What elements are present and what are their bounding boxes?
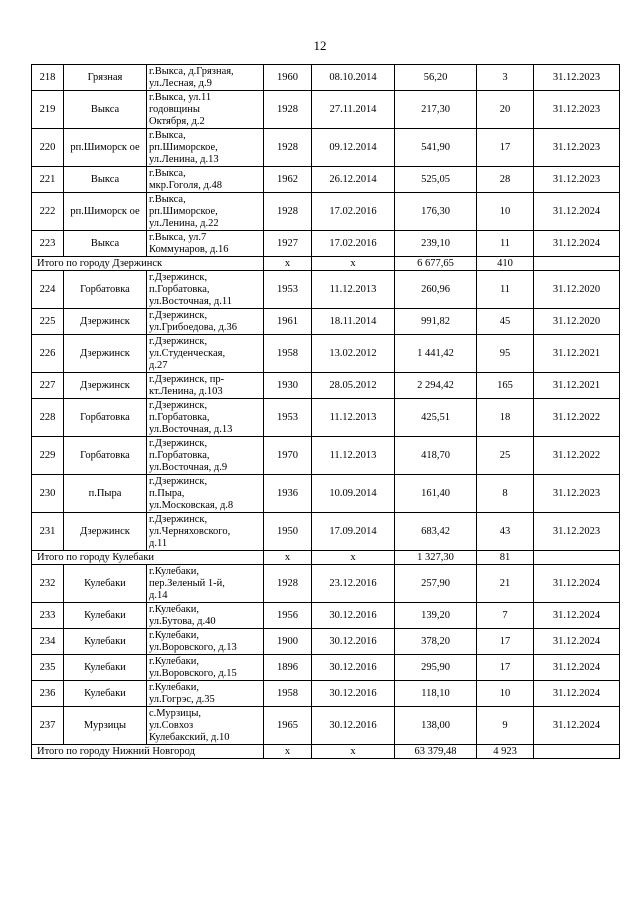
settlement-name: Выкса	[64, 91, 147, 129]
build-year: 1930	[264, 373, 312, 399]
recognition-date: 26.12.2014	[312, 167, 395, 193]
address: г.Дзержинск, п.Горбатовка, ул.Восточная, д.13	[147, 399, 264, 437]
deadline-date: 31.12.2021	[534, 335, 620, 373]
address: г.Выкса, ул.11 годовщины Октября, д.2	[147, 91, 264, 129]
area-value: 418,70	[395, 437, 477, 475]
build-year: 1900	[264, 629, 312, 655]
resident-count: 43	[477, 513, 534, 551]
area-value: 525,05	[395, 167, 477, 193]
table-row	[32, 629, 620, 655]
recognition-date: 17.02.2016	[312, 231, 395, 257]
deadline-date: 31.12.2024	[534, 707, 620, 745]
area-value: 1 441,42	[395, 335, 477, 373]
table-row	[32, 373, 620, 399]
area-value: 161,40	[395, 475, 477, 513]
table-row	[32, 399, 620, 437]
build-year: 1965	[264, 707, 312, 745]
recognition-date: 30.12.2016	[312, 707, 395, 745]
deadline-date: 31.12.2024	[534, 603, 620, 629]
area-value: 139,20	[395, 603, 477, 629]
deadline-date: 31.12.2024	[534, 193, 620, 231]
deadline-date: 31.12.2023	[534, 513, 620, 551]
table-row	[32, 513, 620, 551]
address: г.Дзержинск, п.Пыра, ул.Московская, д.8	[147, 475, 264, 513]
deadline-date: 31.12.2023	[534, 167, 620, 193]
address: г.Кулебаки, ул.Бутова, д.40	[147, 603, 264, 629]
row-number: 235	[32, 655, 64, 681]
resident-count: 11	[477, 231, 534, 257]
resident-count: 95	[477, 335, 534, 373]
table-row	[32, 475, 620, 513]
build-year: 1896	[264, 655, 312, 681]
build-year: 1928	[264, 129, 312, 167]
row-number: 225	[32, 309, 64, 335]
resident-count: 17	[477, 129, 534, 167]
deadline-date: 31.12.2023	[534, 65, 620, 91]
settlement-name: Дзержинск	[64, 335, 147, 373]
area-value: 541,90	[395, 129, 477, 167]
area-value: 138,00	[395, 707, 477, 745]
area-value: 260,96	[395, 271, 477, 309]
address: г.Кулебаки, ул.Воровского, д.15	[147, 655, 264, 681]
table-row	[32, 167, 620, 193]
recognition-date: 30.12.2016	[312, 681, 395, 707]
address: г.Дзержинск, пр- кт.Ленина, д.103	[147, 373, 264, 399]
area-value: 118,10	[395, 681, 477, 707]
total-year: х	[264, 745, 312, 759]
total-row	[32, 551, 620, 565]
settlement-name: Кулебаки	[64, 565, 147, 603]
address: г.Кулебаки, ул.Гогрэс, д.35	[147, 681, 264, 707]
address: г.Дзержинск, п.Горбатовка, ул.Восточная, д.9	[147, 437, 264, 475]
total-date: х	[312, 745, 395, 759]
resident-count: 20	[477, 91, 534, 129]
table-row	[32, 603, 620, 629]
table-row	[32, 655, 620, 681]
resident-count: 8	[477, 475, 534, 513]
area-value: 176,30	[395, 193, 477, 231]
settlement-name: Дзержинск	[64, 513, 147, 551]
total-row	[32, 257, 620, 271]
deadline-date: 31.12.2020	[534, 271, 620, 309]
recognition-date: 30.12.2016	[312, 655, 395, 681]
area-value: 257,90	[395, 565, 477, 603]
recognition-date: 18.11.2014	[312, 309, 395, 335]
table-row	[32, 231, 620, 257]
address: г.Выкса, рп.Шиморское, ул.Ленина, д.13	[147, 129, 264, 167]
recognition-date: 27.11.2014	[312, 91, 395, 129]
settlement-name: Горбатовка	[64, 399, 147, 437]
table-row	[32, 271, 620, 309]
area-value: 56,20	[395, 65, 477, 91]
resident-count: 10	[477, 681, 534, 707]
recognition-date: 30.12.2016	[312, 629, 395, 655]
table-row	[32, 91, 620, 129]
table-row	[32, 193, 620, 231]
row-number: 222	[32, 193, 64, 231]
build-year: 1928	[264, 565, 312, 603]
row-number: 232	[32, 565, 64, 603]
total-row	[32, 745, 620, 759]
address: г.Дзержинск, ул.Студенческая, д.27	[147, 335, 264, 373]
deadline-date: 31.12.2020	[534, 309, 620, 335]
build-year: 1962	[264, 167, 312, 193]
resident-count: 165	[477, 373, 534, 399]
recognition-date: 23.12.2016	[312, 565, 395, 603]
build-year: 1928	[264, 193, 312, 231]
area-value: 295,90	[395, 655, 477, 681]
resident-count: 25	[477, 437, 534, 475]
recognition-date: 13.02.2012	[312, 335, 395, 373]
build-year: 1956	[264, 603, 312, 629]
settlement-name: рп.Шиморск ое	[64, 193, 147, 231]
area-value: 217,30	[395, 91, 477, 129]
total-area: 1 327,30	[395, 551, 477, 565]
deadline-date: 31.12.2024	[534, 565, 620, 603]
deadline-date: 31.12.2024	[534, 655, 620, 681]
total-count: 4 923	[477, 745, 534, 759]
row-number: 226	[32, 335, 64, 373]
area-value: 239,10	[395, 231, 477, 257]
resident-count: 3	[477, 65, 534, 91]
row-number: 231	[32, 513, 64, 551]
table-row	[32, 309, 620, 335]
deadline-date: 31.12.2024	[534, 231, 620, 257]
settlement-name: Кулебаки	[64, 681, 147, 707]
resident-count: 21	[477, 565, 534, 603]
table-row	[32, 65, 620, 91]
resident-count: 17	[477, 655, 534, 681]
recognition-date: 11.12.2013	[312, 437, 395, 475]
row-number: 219	[32, 91, 64, 129]
row-number: 223	[32, 231, 64, 257]
row-number: 236	[32, 681, 64, 707]
area-value: 425,51	[395, 399, 477, 437]
total-label: Итого по городу Дзержинск	[32, 257, 264, 271]
settlement-name: Кулебаки	[64, 603, 147, 629]
build-year: 1928	[264, 91, 312, 129]
settlement-name: Выкса	[64, 231, 147, 257]
settlement-name: Горбатовка	[64, 271, 147, 309]
deadline-date: 31.12.2023	[534, 475, 620, 513]
settlement-name: Выкса	[64, 167, 147, 193]
resident-count: 11	[477, 271, 534, 309]
recognition-date: 28.05.2012	[312, 373, 395, 399]
address: г.Дзержинск, ул.Грибоедова, д.36	[147, 309, 264, 335]
row-number: 220	[32, 129, 64, 167]
address: г.Дзержинск, п.Горбатовка, ул.Восточная, д.11	[147, 271, 264, 309]
address: г.Кулебаки, ул.Воровского, д.13	[147, 629, 264, 655]
recognition-date: 11.12.2013	[312, 399, 395, 437]
total-deadline	[534, 551, 620, 565]
address: г.Выкса, рп.Шиморское, ул.Ленина, д.22	[147, 193, 264, 231]
build-year: 1953	[264, 271, 312, 309]
address: г.Выкса, ул.7 Коммунаров, д.16	[147, 231, 264, 257]
settlement-name: Дзержинск	[64, 373, 147, 399]
recognition-date: 17.02.2016	[312, 193, 395, 231]
settlement-name: Дзержинск	[64, 309, 147, 335]
row-number: 228	[32, 399, 64, 437]
settlement-name: Грязная	[64, 65, 147, 91]
row-number: 227	[32, 373, 64, 399]
table-row	[32, 129, 620, 167]
build-year: 1961	[264, 309, 312, 335]
row-number: 234	[32, 629, 64, 655]
settlement-name: Горбатовка	[64, 437, 147, 475]
deadline-date: 31.12.2022	[534, 437, 620, 475]
resident-count: 17	[477, 629, 534, 655]
deadline-date: 31.12.2021	[534, 373, 620, 399]
settlement-name: Кулебаки	[64, 629, 147, 655]
address: г.Дзержинск, ул.Черняховского, д.11	[147, 513, 264, 551]
page-number: 12	[313, 38, 327, 53]
total-area: 63 379,48	[395, 745, 477, 759]
resident-count: 28	[477, 167, 534, 193]
settlement-name: Мурзицы	[64, 707, 147, 745]
total-date: х	[312, 551, 395, 565]
recognition-date: 09.12.2014	[312, 129, 395, 167]
address: с.Мурзицы, ул.Совхоз Кулебакский, д.10	[147, 707, 264, 745]
total-deadline	[534, 745, 620, 759]
recognition-date: 11.12.2013	[312, 271, 395, 309]
build-year: 1958	[264, 335, 312, 373]
table-row	[32, 681, 620, 707]
build-year: 1960	[264, 65, 312, 91]
row-number: 237	[32, 707, 64, 745]
build-year: 1927	[264, 231, 312, 257]
resident-count: 7	[477, 603, 534, 629]
total-label: Итого по городу Кулебаки	[32, 551, 264, 565]
deadline-date: 31.12.2024	[534, 681, 620, 707]
settlement-name: рп.Шиморск ое	[64, 129, 147, 167]
settlement-name: Кулебаки	[64, 655, 147, 681]
deadline-date: 31.12.2023	[534, 91, 620, 129]
area-value: 683,42	[395, 513, 477, 551]
deadline-date: 31.12.2024	[534, 629, 620, 655]
total-year: х	[264, 551, 312, 565]
deadline-date: 31.12.2023	[534, 129, 620, 167]
row-number: 230	[32, 475, 64, 513]
deadline-date: 31.12.2022	[534, 399, 620, 437]
total-date: х	[312, 257, 395, 271]
recognition-date: 10.09.2014	[312, 475, 395, 513]
address: г.Кулебаки, пер.Зеленый 1-й, д.14	[147, 565, 264, 603]
build-year: 1950	[264, 513, 312, 551]
address: г.Выкса, д.Грязная, ул.Лесная, д.9	[147, 65, 264, 91]
housing-table	[31, 64, 620, 759]
total-count: 81	[477, 551, 534, 565]
total-count: 410	[477, 257, 534, 271]
address: г.Выкса, мкр.Гоголя, д.48	[147, 167, 264, 193]
total-area: 6 677,65	[395, 257, 477, 271]
resident-count: 18	[477, 399, 534, 437]
row-number: 224	[32, 271, 64, 309]
row-number: 229	[32, 437, 64, 475]
build-year: 1936	[264, 475, 312, 513]
table-row	[32, 707, 620, 745]
build-year: 1970	[264, 437, 312, 475]
total-deadline	[534, 257, 620, 271]
area-value: 2 294,42	[395, 373, 477, 399]
row-number: 218	[32, 65, 64, 91]
resident-count: 10	[477, 193, 534, 231]
recognition-date: 30.12.2016	[312, 603, 395, 629]
resident-count: 9	[477, 707, 534, 745]
table-row	[32, 565, 620, 603]
row-number: 221	[32, 167, 64, 193]
recognition-date: 17.09.2014	[312, 513, 395, 551]
area-value: 378,20	[395, 629, 477, 655]
table-row	[32, 335, 620, 373]
resident-count: 45	[477, 309, 534, 335]
total-year: х	[264, 257, 312, 271]
area-value: 991,82	[395, 309, 477, 335]
settlement-name: п.Пыра	[64, 475, 147, 513]
recognition-date: 08.10.2014	[312, 65, 395, 91]
row-number: 233	[32, 603, 64, 629]
total-label: Итого по городу Нижний Новгород	[32, 745, 264, 759]
table-row	[32, 437, 620, 475]
build-year: 1958	[264, 681, 312, 707]
build-year: 1953	[264, 399, 312, 437]
